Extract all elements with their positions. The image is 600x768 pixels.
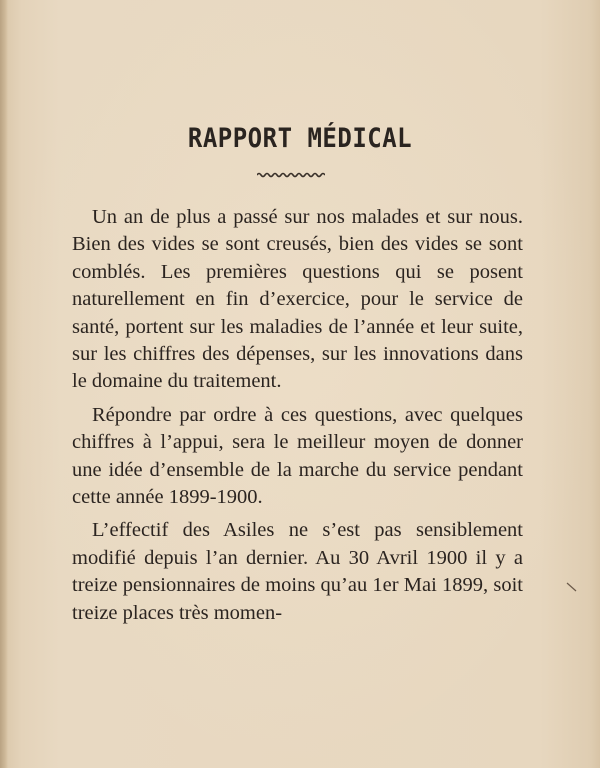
wavy-rule-ornament [257, 172, 325, 178]
paragraph-2: Répondre par ordre à ces questions, avec quelques chiffres à l’appui, sera le meilleur moyen de donner une idée d’ensemble de la marche du service pendant cette année 1899-1900. [72, 403, 523, 509]
paragraph-3: L’effectif des Asiles ne s’est pas sensiblement modifié depuis l’an dernier. Au 30 Avril 1900 il y a treize pensionnaires de moins qu’au 1er Mai 1899, soit treize places très momen- [72, 519, 523, 624]
page-title: RAPPORT MÉDICAL [187, 122, 413, 154]
page-gutter [0, 0, 8, 768]
margin-pencil-mark [566, 582, 578, 592]
paragraph-1: Un an de plus a passé sur nos malades et sur nous. Bien des vides se sont creusés, bien des vides se sont comblés. Les premières questions qui se posent naturellement en fin d’exercice, pour le service de santé, portent sur les maladies de l’année et leur suite, sur les chiffres des dépenses, sur les innovations dans le domaine du traitement. [72, 206, 523, 393]
body-text [72, 204, 523, 627]
